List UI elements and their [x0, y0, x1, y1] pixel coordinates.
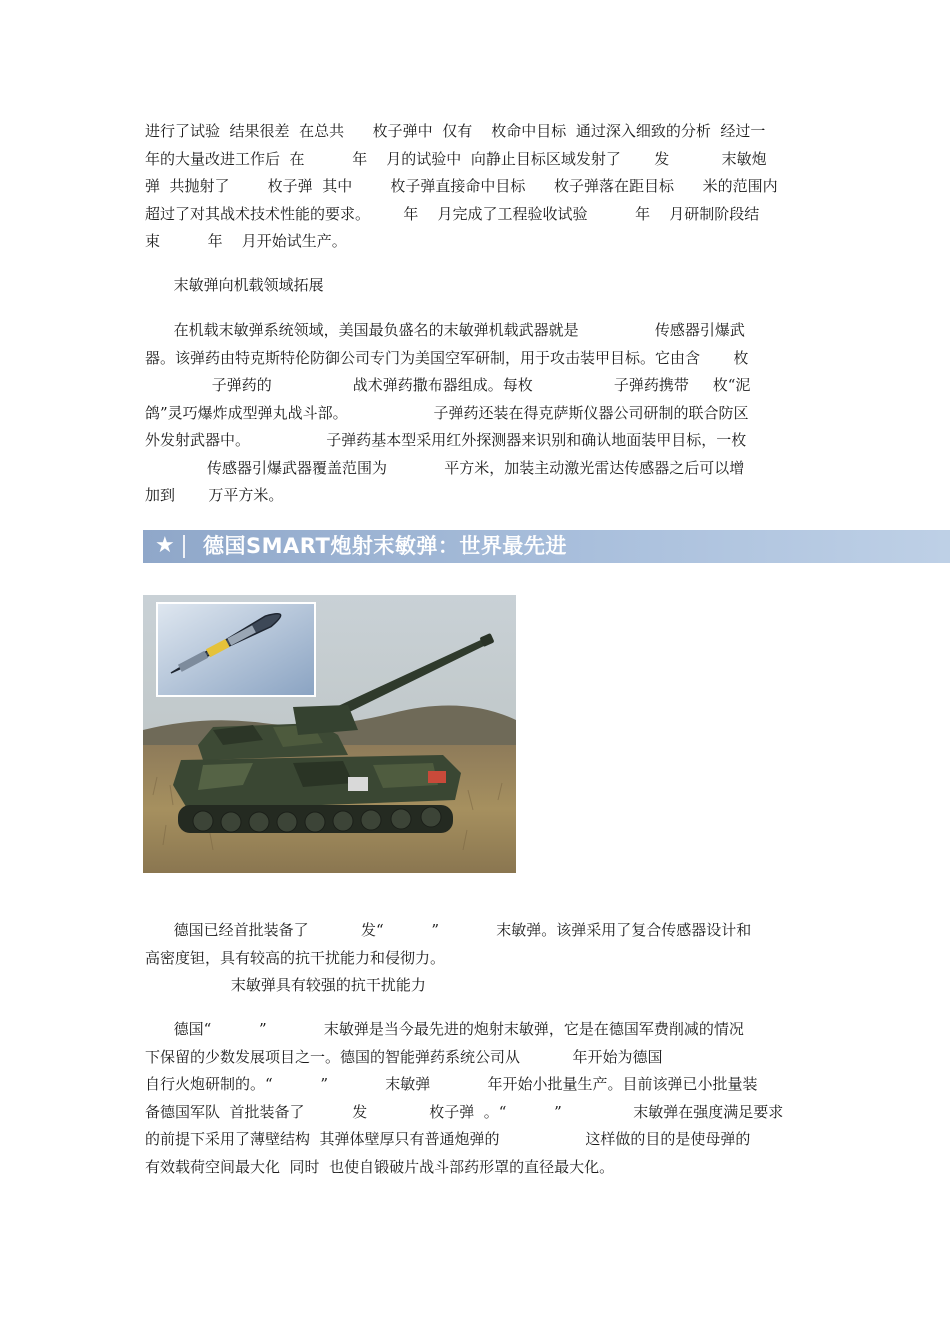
text-line: 末敏弹具有较强的抗干扰能力 [145, 976, 426, 994]
paragraph-germany-equipped [145, 917, 810, 972]
text-line: 有效载荷空间最大化 同时 也使自锻破片战斗部药形罩的直径最大化。 [145, 1157, 615, 1176]
text-line: 下保留的少数发展项目之一。德国的智能弹药系统公司从 年开始为德国 [145, 1047, 663, 1066]
howitzer-photo [143, 595, 516, 873]
heading-divider [183, 535, 185, 558]
text-line: 加到 万平方米。 [145, 486, 284, 504]
text-line: 备德国军队 首批装备了 发 枚子弹 。“ ” 末敏弹在强度满足要求 [145, 1102, 784, 1121]
text-line: 外发射武器中。 子弹药基本型采用红外探测器来识别和确认地面装甲目标，一枚 [145, 431, 747, 449]
paragraph-smart-details [145, 1016, 810, 1181]
text-line: 高密度钽，具有较高的抗干扰能力和侵彻力。 [145, 948, 446, 967]
section-heading-title: 德国SMART炮射末敏弹：世界最先进 [203, 534, 567, 558]
text-line: 器。该弹药由特克斯特伦防御公司专门为美国空军研制，用于攻击装甲目标。它由含 枚 [145, 348, 749, 367]
text-line: 德国已经首批装备了 发“ ” 末敏弹。该弹采用了复合传感器设计和 [145, 921, 752, 939]
paragraph-test-results [145, 118, 810, 256]
subheading-airborne [145, 272, 810, 300]
text-line: 子弹药的 战术弹药撒布器组成。每枚 子弹药携带 枚“泥 [145, 376, 751, 394]
text-line: 传感器引爆武器覆盖范围为 平方米，加装主动激光雷达传感器之后可以增 [145, 458, 745, 477]
section-heading-bar [143, 530, 950, 563]
text-line: 进行了试验 结果很差 在总共 枚子弹中 仅有 枚命中目标 通过深入细致的分析 经过一 [145, 122, 766, 140]
text-line: 超过了对其战术技术性能的要求。 年 月完成了工程验收试验 年 月研制阶段结 [145, 204, 760, 223]
howitzer-illustration [143, 595, 516, 873]
text-line: 弹 共抛射了 枚子弹 其中 枚子弹直接命中目标 枚子弹落在距目标 米的范围内 [145, 177, 778, 195]
text-line: 末敏弹向机载领域拓展 [145, 276, 324, 294]
text-line: 年的大量改进工作后 在 年 月的试验中 向静止目标区域发射了 发 末敏炮 [145, 149, 767, 168]
text-line: 自行火炮研制的。“ ” 末敏弹 年开始小批量生产。目前该弹已小批量装 [145, 1075, 758, 1093]
paragraph-airborne [145, 317, 810, 510]
star-icon: ★ [155, 533, 175, 558]
caption-anti-jamming [145, 972, 810, 1000]
text-line: 德国“ ” 末敏弹是当今最先进的炮射末敏弹，它是在德国军费削减的情况 [145, 1020, 744, 1038]
text-line: 的前提下采用了薄壁结构 其弹体壁厚只有普通炮弹的 这样做的目的是使母弹的 [145, 1130, 751, 1148]
text-line: 在机载末敏弹系统领域，美国最负盛名的末敏弹机载武器就是 传感器引爆武 [145, 321, 745, 339]
text-line: 束 年 月开始试生产。 [145, 232, 347, 250]
text-line: 鸽”灵巧爆炸成型弹丸战斗部。 子弹药还装在得克萨斯仪器公司研制的联合防区 [145, 403, 749, 422]
